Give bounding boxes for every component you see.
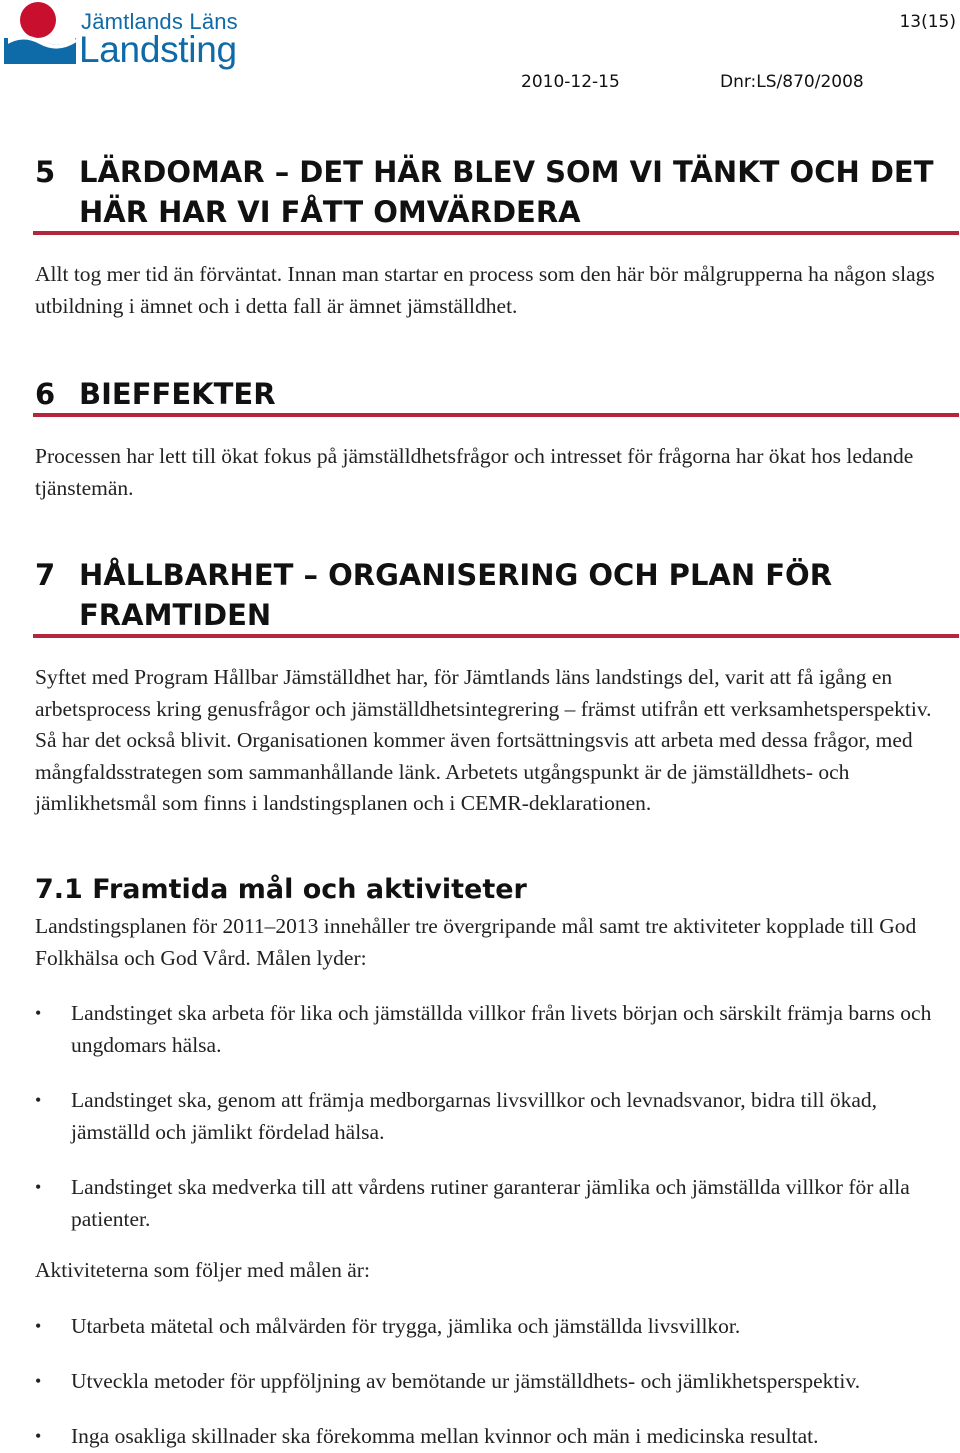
page-number: 13(15) xyxy=(899,12,956,32)
goal-text: Landstinget ska arbeta för lika och jämställda villkor från livets början och särskilt främja barns och ungdomars hälsa. xyxy=(71,1001,932,1057)
bullet-icon: • xyxy=(35,1316,42,1336)
section-6-title: BIEFFEKTER xyxy=(79,377,276,411)
logo-emblem-icon xyxy=(2,0,78,72)
section-7-heading xyxy=(35,555,832,635)
bullet-icon: • xyxy=(35,1177,42,1197)
section-5-divider xyxy=(33,231,959,235)
section-7-title-line1: HÅLLBARHET – ORGANISERING OCH PLAN FÖR xyxy=(79,558,833,592)
list-item xyxy=(35,1172,955,1235)
section-7-paragraph: Syftet med Program Hållbar Jämställdhet har, för Jämtlands läns landstings del, varit att få igång en arbetsprocess kring genusfrågor och jämställdhetsintegrering – främst utifrån ett verksamhetsperspektiv. Så har det också blivit. Organisationen kommer även fortsättningsvis att arbeta med dessa frågor, med mångfaldsstrategen som sammanhållande länk. Arbetets utgångspunkt är de jämställdhets- och jämlikhetsmål som finns i landstingsplanen och i CEMR-deklarationen. xyxy=(35,665,932,815)
document-dnr: Dnr:LS/870/2008 xyxy=(720,72,864,92)
activity-text: Inga osakliga skillnader ska förekomma mellan kvinnor och män i medicinska resultat. xyxy=(71,1424,819,1448)
list-item xyxy=(35,998,955,1061)
section-6-heading xyxy=(35,374,276,414)
landsting-logo xyxy=(2,0,242,72)
bullet-icon: • xyxy=(35,1426,42,1446)
section-7-1-intro: Landstingsplanen för 2011–2013 innehåller tre övergripande mål samt tre aktiviteter kopplade till God Folkhälsa och God Vård. Målen lyder: xyxy=(35,914,917,970)
list-item xyxy=(35,1311,955,1343)
section-7-title-line2: FRAMTIDEN xyxy=(79,598,272,632)
logo-text-line1: Jämtlands Läns xyxy=(81,9,238,34)
section-6-divider xyxy=(33,413,959,417)
list-item xyxy=(35,1421,955,1453)
section-5-number: 5 xyxy=(35,155,56,189)
section-7-divider xyxy=(33,634,959,638)
section-5-title-line2: HÄR HAR VI FÅTT OMVÄRDERA xyxy=(79,195,581,229)
section-7-1-heading: 7.1 Framtida mål och aktiviteter xyxy=(35,874,527,905)
section-5-title-line1: LÄRDOMAR – DET HÄR BLEV SOM VI TÄNKT OCH DET xyxy=(79,155,934,189)
goal-text: Landstinget ska medverka till att vårdens rutiner garanterar jämlika och jämställda villkor för alla patienter. xyxy=(71,1175,910,1231)
list-item xyxy=(35,1366,955,1398)
bullet-icon: • xyxy=(35,1003,42,1023)
activities-intro: Aktiviteterna som följer med målen är: xyxy=(35,1258,370,1282)
goal-text: Landstinget ska, genom att främja medborgarnas livsvillkor och levnadsvanor, bidra till ökad, jämställd och jämlikt fördelad hälsa. xyxy=(71,1088,877,1144)
activity-text: Utarbeta mätetal och målvärden för trygga, jämlika och jämställda livsvillkor. xyxy=(71,1314,741,1338)
section-6-number: 6 xyxy=(35,377,56,411)
section-6-paragraph: Processen har lett till ökat fokus på jämställdhetsfrågor och intresset för frågorna har ökat hos ledande tjänstemän. xyxy=(35,444,914,500)
activity-text: Utveckla metoder för uppföljning av bemötande ur jämställdhets- och jämlikhetsperspektiv. xyxy=(71,1369,861,1393)
section-5-paragraph: Allt tog mer tid än förväntat. Innan man startar en process som den här bör målgrupperna ha någon slags utbildning i ämnet och i detta fall är ämnet jämställdhet. xyxy=(35,262,935,318)
document-date: 2010-12-15 xyxy=(521,72,620,92)
section-5-heading xyxy=(35,152,934,232)
bullet-icon: • xyxy=(35,1090,42,1110)
list-item xyxy=(35,1085,955,1148)
logo-text-line2: Landsting xyxy=(79,29,237,70)
bullet-icon: • xyxy=(35,1371,42,1391)
section-7-number: 7 xyxy=(35,558,56,592)
